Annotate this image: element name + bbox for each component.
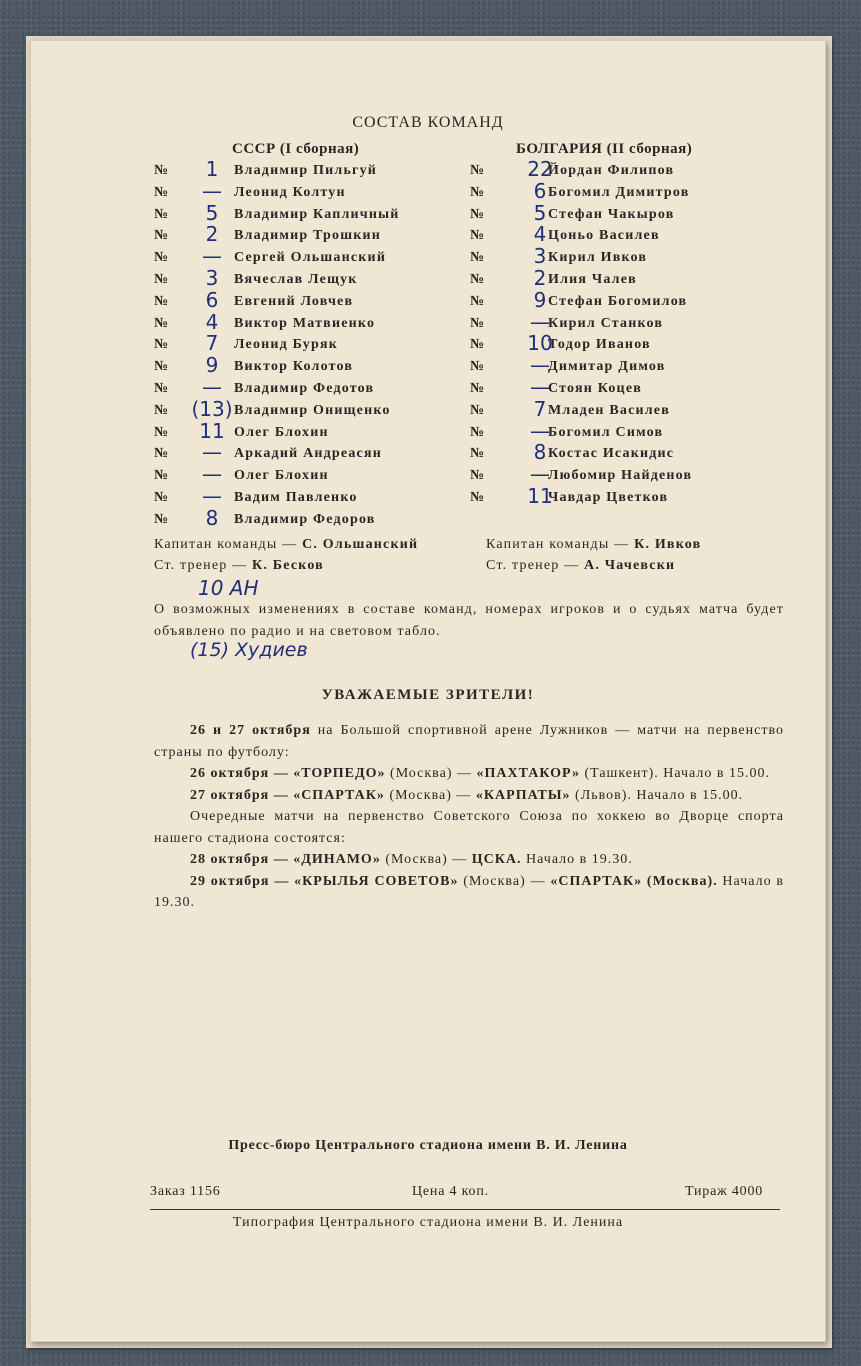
player-name: Младен Василев [548,402,670,418]
announcements [154,720,784,914]
match-away: «СПАРТАК» (Москва). [550,873,718,889]
match-sep: (Москва) — [385,766,477,781]
team1-roster [154,157,454,532]
handwritten-shirt-number: 7 [205,331,219,356]
number-sign: № [470,489,486,505]
team1-header: СССР (I сборная) [232,141,360,157]
handwritten-shirt-number: — [202,178,222,203]
match-home: 29 октября — «КРЫЛЬЯ СОВЕТОВ» [190,873,459,889]
player-name: Виктор Матвиенко [234,315,376,331]
handwritten-shirt-number: — [530,353,550,378]
number-sign: № [154,489,170,505]
number-sign: № [470,424,486,440]
coach-name: К. Бесков [252,558,324,573]
handwritten-note-bottom: (15) Худиев [190,639,308,661]
number-sign: № [154,359,170,375]
match-sep: (Москва) — [458,873,551,889]
handwritten-shirt-number: 9 [205,353,219,378]
match-oct27 [154,785,784,807]
number-sign: № [470,184,486,200]
match-away: «ПАХТАКОР» [476,766,580,781]
player-name: Богомил Димитров [548,184,690,200]
announcement-dates: 26 и 27 октября [190,723,311,738]
handwritten-shirt-number: 5 [533,200,547,225]
number-sign: № [470,228,486,244]
handwritten-shirt-number: 9 [533,287,547,312]
circulation: Тираж 4000 [685,1184,764,1199]
handwritten-shirt-number: 8 [205,505,219,530]
player-name: Стефан Чакыров [548,206,675,222]
price: Цена 4 коп. [412,1184,489,1199]
player-name: Леонид Буряк [234,337,338,353]
handwritten-shirt-number: — [202,244,222,269]
number-sign: № [154,468,170,484]
player-name: Сергей Ольшанский [234,250,387,266]
handwritten-shirt-number: 3 [533,244,547,269]
match-away: ЦСКА. [471,852,522,867]
number-sign: № [154,250,170,266]
handwritten-shirt-number: — [530,418,550,443]
handwritten-shirt-number: 3 [205,265,219,290]
number-sign: № [470,380,486,396]
captain-name: С. Ольшанский [302,537,419,552]
handwritten-shirt-number: 6 [205,287,219,312]
number-sign: № [154,402,170,418]
number-sign: № [470,271,486,287]
handwritten-shirt-number: 10 [527,331,553,356]
match-oct26 [154,763,784,785]
program-sheet [30,40,826,1342]
handwritten-shirt-number: — [202,440,222,465]
match-oct29 [154,871,784,914]
player-name: Тодор Иванов [548,337,651,353]
handwritten-shirt-number: 11 [199,418,225,443]
handwritten-shirt-number: (13) [191,396,233,421]
handwritten-shirt-number: — [202,462,222,487]
player-name: Владимир Онищенко [234,402,391,418]
player-name: Владимир Федоров [234,511,376,527]
number-sign: № [470,315,486,331]
player-name: Цоньо Василев [548,228,660,244]
player-row [154,505,454,532]
handwritten-shirt-number: 5 [205,200,219,225]
viewers-heading: УВАЖАЕМЫЕ ЗРИТЕЛИ! [321,687,535,703]
player-name: Богомил Симов [548,424,664,440]
order-number: Заказ 1156 [150,1184,221,1199]
number-sign: № [470,468,486,484]
handwritten-shirt-number: 4 [533,222,547,247]
player-name: Любомир Найденов [548,468,693,484]
match-time: (Ташкент). Начало в 15.00. [579,766,770,781]
announcement-hockey: Очередные матчи на первенство Советского Союза по хоккею во Дворце спорта нашего стадиона состоятся: [154,809,784,846]
handwritten-shirt-number: 11 [527,483,553,508]
team2-header: БОЛГАРИЯ (II сборная) [516,141,693,157]
player-name: Илия Чалев [548,271,637,287]
number-sign: № [470,163,486,178]
match-oct28 [154,849,784,871]
number-sign: № [470,206,486,222]
number-sign: № [154,446,170,462]
match-sep: (Москва) — [380,852,472,867]
match-home: 28 октября — «ДИНАМО» [190,852,381,867]
player-name: Йордан Филипов [548,163,675,178]
team1-captain [154,537,418,553]
player-row [470,483,790,510]
number-sign: № [154,271,170,287]
notice-text: О возможных изменениях в составе команд, номерах игроков и о судьях матча будет объявлено по радио и на световом табло. [154,602,784,639]
player-name: Виктор Колотов [234,359,354,375]
player-name: Олег Блохин [234,468,329,484]
number-sign: № [470,402,486,418]
coach-label: Ст. тренер — [486,558,580,573]
changes-notice [154,599,784,643]
number-sign: № [154,228,170,244]
player-name: Евгений Ловчев [234,293,354,309]
handwritten-shirt-number: — [530,374,550,399]
team2-captain [486,537,701,553]
number-sign: № [154,163,170,178]
press-bureau: Пресс-бюро Центрального стадиона имени В. И. Ленина [228,1138,628,1153]
footer-divider [150,1209,780,1210]
team2-coach [486,558,675,574]
player-name: Владимир Пильгуй [234,163,378,178]
announcement-text: на Большой спортивной арене Лужников — матчи на первенство страны по футболу: [154,723,784,760]
captain-label: Капитан команды — [154,537,298,552]
handwritten-shirt-number: — [530,462,550,487]
match-time: (Львов). Начало в 15.00. [570,787,744,803]
handwritten-shirt-number: 2 [205,222,219,247]
player-name: Олег Блохин [234,424,329,440]
player-name: Аркадий Андреасян [234,446,382,462]
team2-roster [470,157,790,510]
handwritten-shirt-number: 8 [533,440,547,465]
player-name: Стефан Богомилов [548,293,688,309]
player-name: Стоян Коцев [548,380,642,396]
number-sign: № [154,424,170,440]
handwritten-shirt-number: 2 [533,265,547,290]
team1-coach [154,558,324,574]
number-sign: № [154,184,170,200]
number-sign: № [154,380,170,396]
handwritten-shirt-number: 22 [527,157,553,181]
captain-name: К. Ивков [634,537,702,552]
player-name: Костас Исакидис [548,446,675,462]
number-sign: № [470,250,486,266]
player-name: Владимир Федотов [234,380,375,396]
match-home: 27 октября — «СПАРТАК» [190,787,385,803]
handwritten-shirt-number: — [202,483,222,508]
player-name: Кирил Ивков [548,250,648,266]
number-sign: № [470,337,486,353]
number-sign: № [154,206,170,222]
player-name: Кирил Станков [548,315,664,331]
player-name: Владимир Трошкин [234,228,382,244]
player-name: Вадим Павленко [234,489,358,505]
announcement-football [154,720,784,763]
number-sign: № [154,511,170,527]
player-name: Леонид Колтун [234,184,346,200]
number-sign: № [154,337,170,353]
player-name: Чавдар Цветков [548,489,669,505]
player-name: Вячеслав Лещук [234,271,358,287]
coach-label: Ст. тренер — [154,558,248,573]
player-name: Владимир Капличный [234,206,400,222]
player-name: Димитар Димов [548,359,666,375]
handwritten-shirt-number: — [202,374,222,399]
printer-credit: Типография Центрального стадиона имени В. И. Ленина [232,1215,624,1230]
handwritten-shirt-number: 6 [533,178,547,203]
captain-label: Капитан команды — [486,537,630,552]
number-sign: № [470,359,486,375]
handwritten-shirt-number: — [530,309,550,334]
coach-name: А. Чачевски [584,558,676,573]
match-away: «КАРПАТЫ» [475,787,571,803]
number-sign: № [154,293,170,309]
lineups-title: СОСТАВ КОМАНД [352,114,504,131]
handwritten-shirt-number: 1 [205,157,219,181]
match-time: Начало в 19.30. [154,873,784,910]
number-sign: № [154,315,170,331]
handwritten-note-top: 10 АН [198,576,259,600]
match-time: Начало в 19.30. [521,852,633,867]
match-sep: (Москва) — [384,787,476,803]
number-sign: № [470,446,486,462]
handwritten-shirt-number: 7 [533,396,547,421]
number-sign: № [470,293,486,309]
match-home: 26 октября — «ТОРПЕДО» [190,766,386,781]
handwritten-shirt-number: 4 [205,309,219,334]
